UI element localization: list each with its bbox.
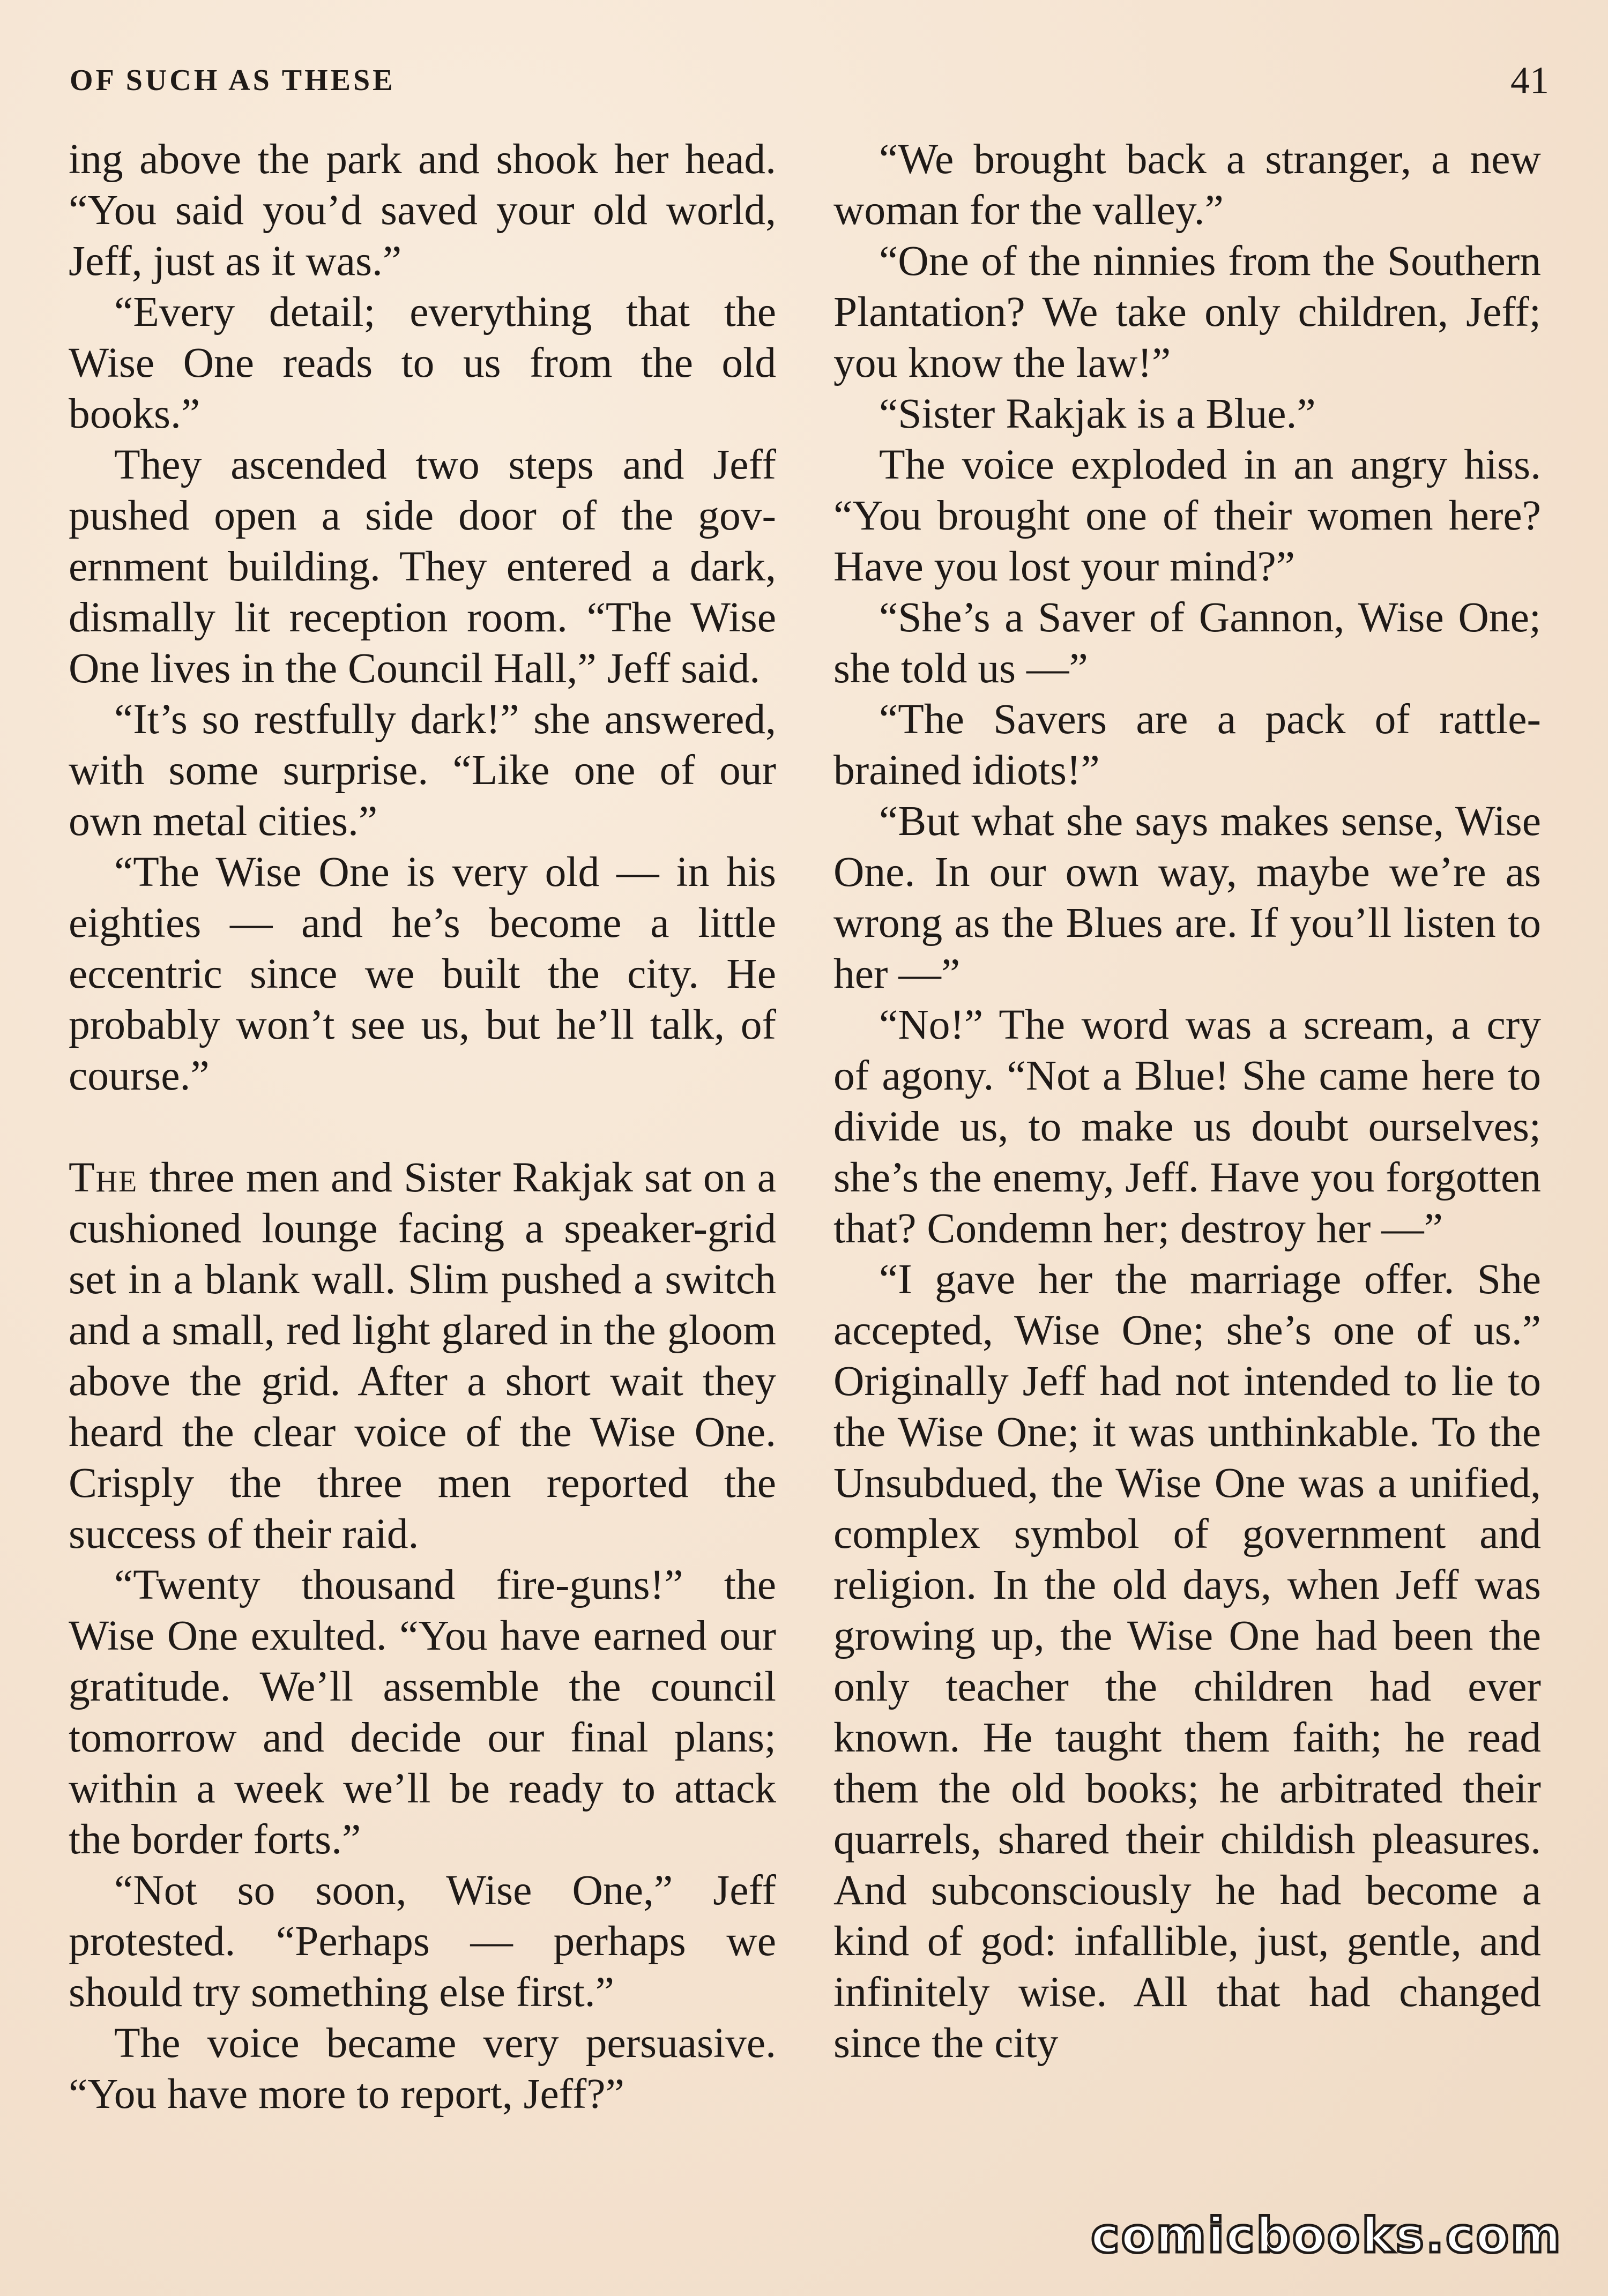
paragraph: “She’s a Saver of Gannon, Wise One; she told us —” <box>833 594 1541 692</box>
paragraph: “We brought back a stranger, a new woman for the valley.” <box>833 136 1541 234</box>
watermark-logo: comicbooks.com <box>1091 2208 1562 2264</box>
paragraph: “Not so soon, Wise One,” Jeff protested. “Perhaps — perhaps we should try something else first.” <box>69 1867 776 2016</box>
left-column <box>69 134 776 2120</box>
paragraph: “The Wise One is very old — in his eighties — and he’s become a little eccentric since we built the city. He probably won’t see us, but he’ll talk, of course.” <box>69 848 776 1099</box>
paragraph: “I gave her the marriage offer. She accepted, Wise One; she’s one of us.” Originally Jeff had not intended to lie to the Wise One; it was unthinkable. To the Unsubdued, the Wise One was a unified, complex symbol of government and religion. In the old days, when Jeff was growing up, the Wise One had been the only teacher the children had ever known. He taught them faith; he read them the old books; he arbitrated their quarrels, shared their childish pleasures. And subconsciously he had become a kind of god: infallible, just, gentle, and infinitely wise. All that had changed since the city <box>833 1256 1541 2067</box>
paragraph: “Every detail; everything that the Wise One reads to us from the old books.” <box>69 288 776 437</box>
paragraph: “Twenty thousand fire-guns!” the Wise One exulted. “You have earned our gratitude. We’ll assemble the council tomorrow and decide our final plans; within a week we’ll be ready to attack the border forts.” <box>69 1561 776 1863</box>
paragraph: The voice exploded in an angry hiss. “You brought one of their women here? Have you lost your mind?” <box>833 441 1541 590</box>
section-lead-word: The <box>69 1154 138 1201</box>
paragraph: “Sister Rakjak is a Blue.” <box>879 390 1316 437</box>
right-column <box>833 134 1541 2069</box>
section-opening-paragraph <box>69 1152 776 1560</box>
paragraph: “The Savers are a pack of rattlebrained idiots!” <box>833 696 1541 794</box>
paragraph: The voice became very persuasive. “You have more to report, Jeff?” <box>69 2019 776 2118</box>
paragraph: “No!” The word was a scream, a cry of agony. “Not a Blue! She came here to divide us, to make us doubt ourselves; she’s the enemy, Jeff. Have you forgotten that? Condemn her; destroy her —” <box>833 1001 1541 1252</box>
paragraph: “But what she says makes sense, Wise One. In our own way, maybe we’re as wrong as the Blues are. If you’ll listen to her —” <box>833 797 1541 997</box>
paragraph: They ascended two steps and Jeff pushed open a side door of the government building. They entered a dark, dismally lit reception room. “The Wise One lives in the Council Hall,” Jeff said. <box>69 441 776 692</box>
page-header <box>70 59 1549 102</box>
running-head: OF SUCH AS THESE <box>70 64 396 97</box>
paragraph: ing above the park and shook her head. “You said you’d saved your old world, Jeff, just as it was.” <box>69 136 776 285</box>
paragraph: “It’s so restfully dark!” she answered, with some surprise. “Like one of our own metal cities.” <box>69 696 776 845</box>
section-text: three men and Sister Rakjak sat on a cushioned lounge facing a speaker-grid set in a blank wall. Slim pushed a switch and a small, red light glared in the gloom above the grid. After a short wait they heard the clear voice of the Wise One. Crisply the three men reported the success of their raid. <box>69 1154 776 1557</box>
paragraph: “One of the ninnies from the Southern Plantation? We take only children, Jeff; you know the law!” <box>833 237 1541 386</box>
page-number: 41 <box>1510 58 1549 102</box>
